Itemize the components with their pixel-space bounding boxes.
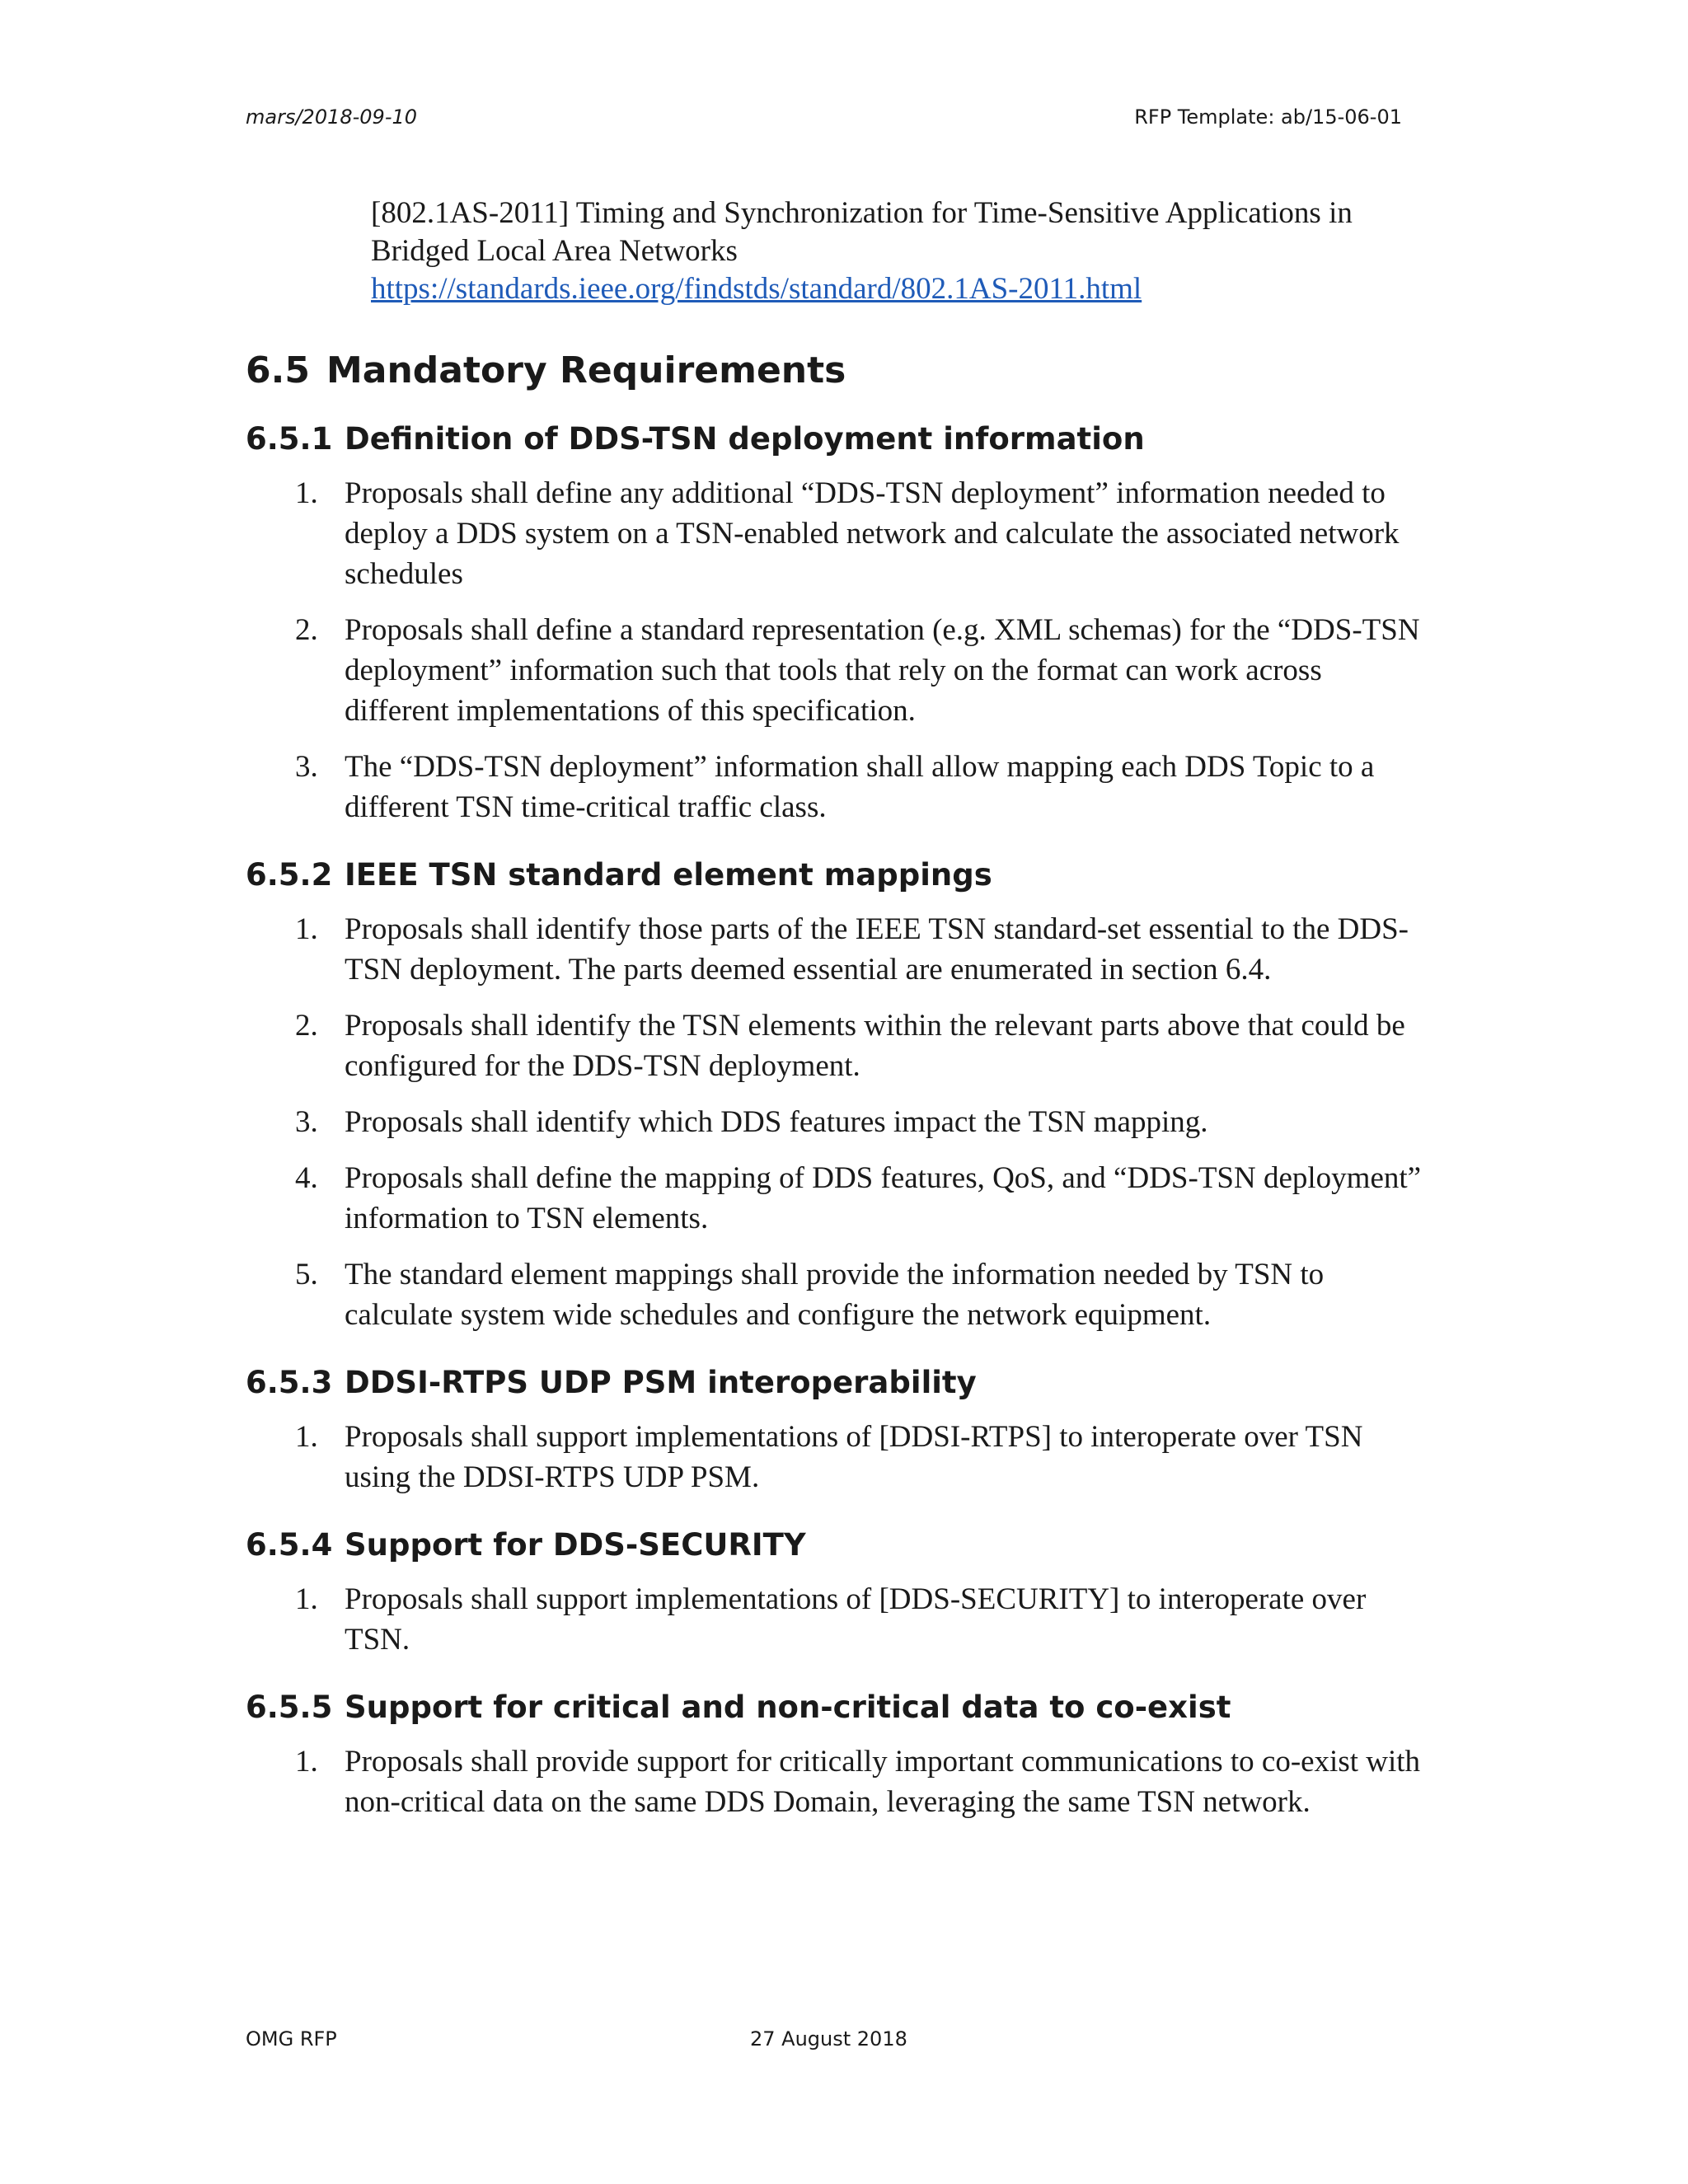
list-item-text: Proposals shall define the mapping of DDS features, QoS, and “DDS-TSN deployment” information to TSN elements.	[345, 1161, 1422, 1235]
subsection-title: DDSI-RTPS UDP PSM interoperability	[345, 1365, 977, 1400]
list-marker: 1.	[295, 1745, 318, 1779]
requirement-list	[246, 1741, 1424, 1822]
list-marker: 2.	[295, 1009, 318, 1043]
list-item-text: Proposals shall identify those parts of the IEEE TSN standard-set essential to the DDS-TSN deployment. The parts deemed essential are enumerated in section 6.4.	[345, 912, 1409, 987]
list-item-text: The standard element mappings shall provide the information needed by TSN to calculate system wide schedules and configure the network equipment.	[345, 1258, 1325, 1332]
section-number: 6.5	[246, 349, 310, 391]
list-marker: 4.	[295, 1161, 318, 1195]
subsection-heading	[246, 421, 1424, 457]
subsection-heading	[246, 1690, 1424, 1725]
reference-text: [802.1AS-2011] Timing and Synchronization for Time-Sensitive Applications in Bridged Local Area Networks	[371, 196, 1353, 268]
list-marker: 3.	[295, 750, 318, 784]
list-item	[246, 473, 1424, 594]
list-item-text: Proposals shall define a standard representation (e.g. XML schemas) for the “DDS-TSN deployment” information such that tools that rely on the format can work across different implementations of this specification.	[345, 613, 1420, 728]
section-title: Mandatory Requirements	[326, 349, 846, 391]
list-item-text: Proposals shall support implementations of [DDS-SECURITY] to interoperate over TSN.	[345, 1582, 1367, 1657]
requirement-list	[246, 909, 1424, 1335]
list-marker: 3.	[295, 1105, 318, 1139]
requirement-list	[246, 1417, 1424, 1497]
list-item-text: Proposals shall identify the TSN elements within the relevant parts above that could be configured for the DDS-TSN deployment.	[345, 1009, 1405, 1083]
section-heading	[246, 349, 1424, 391]
list-item	[246, 1417, 1424, 1497]
list-marker: 1.	[295, 1582, 318, 1616]
list-item-text: Proposals shall identify which DDS features impact the TSN mapping.	[345, 1105, 1208, 1139]
subsection-title: Support for critical and non-critical data to co-exist	[345, 1690, 1231, 1725]
subsection-title: Support for DDS-SECURITY	[345, 1527, 806, 1563]
subsection-number: 6.5.3	[246, 1365, 333, 1400]
subsection-number: 6.5.4	[246, 1527, 333, 1563]
subsection-number: 6.5.5	[246, 1690, 333, 1725]
list-marker: 1.	[295, 1420, 318, 1454]
subsection-title: IEEE TSN standard element mappings	[345, 857, 992, 893]
list-item	[246, 1158, 1424, 1239]
requirement-list	[246, 473, 1424, 827]
list-item	[246, 1254, 1424, 1335]
list-item-text: Proposals shall provide support for critically important communications to co-exist with non-critical data on the same DDS Domain, leveraging the same TSN network.	[345, 1745, 1421, 1819]
list-item	[246, 1741, 1424, 1822]
list-item-text: Proposals shall define any additional “DDS-TSN deployment” information needed to deploy a DDS system on a TSN-enabled network and calculate the associated network schedules	[345, 476, 1400, 591]
list-marker: 1.	[295, 912, 318, 946]
list-item	[246, 610, 1424, 731]
reference-link[interactable]: https://standards.ieee.org/findstds/standard/802.1AS-2011.html	[371, 272, 1142, 306]
list-marker: 5.	[295, 1258, 318, 1291]
list-item-text: Proposals shall support implementations of [DDSI-RTPS] to interoperate over TSN using the DDSI-RTPS UDP PSM.	[345, 1420, 1363, 1494]
reference-entry	[371, 194, 1424, 308]
footer-document-type: OMG RFP	[246, 2027, 337, 2050]
subsection-heading	[246, 857, 1424, 893]
subsection-heading	[246, 1527, 1424, 1563]
list-item	[246, 1102, 1424, 1142]
header-document-id: mars/2018-09-10	[246, 105, 418, 129]
footer-date: 27 August 2018	[750, 2027, 907, 2050]
requirement-list	[246, 1579, 1424, 1660]
list-item-text: The “DDS-TSN deployment” information shall allow mapping each DDS Topic to a different TSN time-critical traffic class.	[345, 750, 1375, 824]
list-item	[246, 1579, 1424, 1660]
list-item	[246, 1005, 1424, 1086]
subsection-title: Definition of DDS-TSN deployment information	[345, 421, 1145, 457]
list-item	[246, 747, 1424, 827]
subsection-number: 6.5.2	[246, 857, 333, 893]
page-content	[246, 194, 1424, 1838]
subsection-heading	[246, 1365, 1424, 1400]
list-item	[246, 909, 1424, 990]
subsection-number: 6.5.1	[246, 421, 333, 457]
list-marker: 1.	[295, 476, 318, 510]
header-template-id: RFP Template: ab/15-06-01	[1134, 105, 1402, 129]
list-marker: 2.	[295, 613, 318, 647]
